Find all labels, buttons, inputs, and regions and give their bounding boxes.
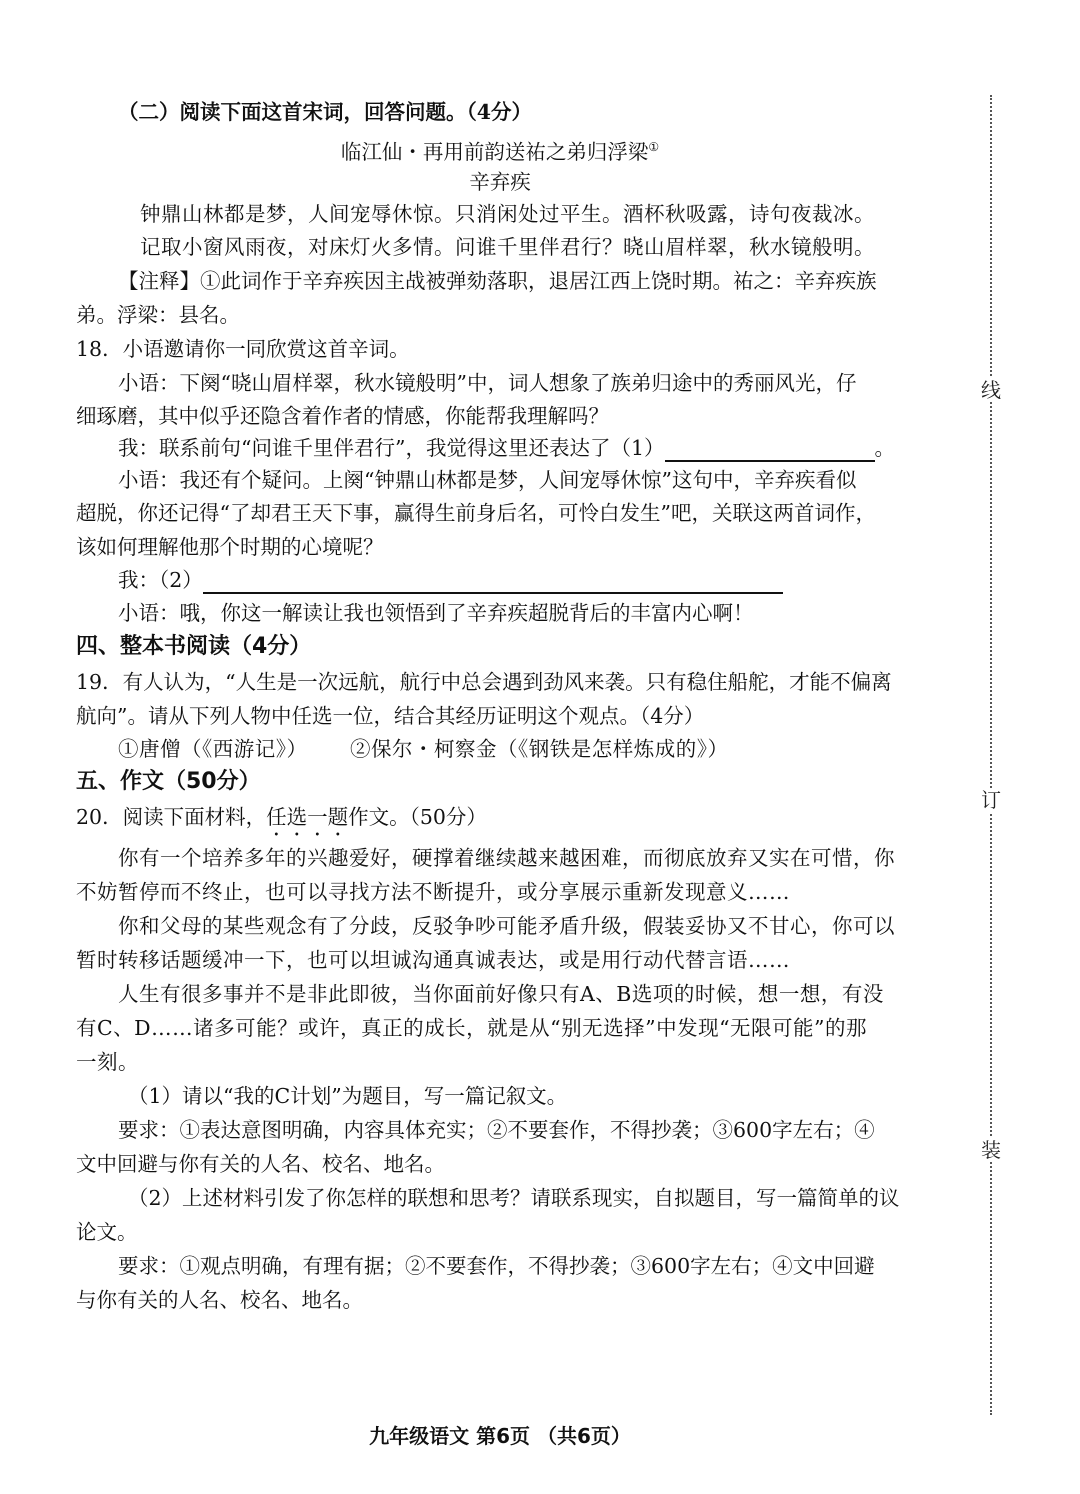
q18-answer-1-end: 。 [874, 436, 896, 460]
q18-dialogue-1: 小语：下阕“晓山眉样翠，秋水镜般明”中，词人想象了族弟归途中的秀丽风光，仔 [118, 371, 857, 395]
material-1-line-2: 不妨暂停而不终止，也可以寻找方法不断提升，或分享展示重新发现意义…… [76, 880, 790, 904]
poem-author: 辛弃疾 [469, 170, 531, 194]
poem-title-text: 临江仙・再用前韵送祐之弟归浮梁 [340, 139, 649, 164]
q20-emphasis-char-1: 任 [266, 805, 287, 829]
task-1-requirement-line-1: 要求：①表达意图明确，内容具体充实；②不要套作，不得抄袭；③600字左右；④ [118, 1118, 875, 1142]
q20-emphasis-char-3: 一 [307, 805, 328, 829]
task-2-requirement-line-2: 与你有关的人名、校名、地名。 [76, 1288, 363, 1312]
binding-char-zhuang: 装 [977, 1138, 1005, 1162]
poem-note-line-1: 【注释】①此词作于辛弃疾因主战被弹劾落职，退居江西上饶时期。祐之：辛弃疾族 [118, 269, 877, 293]
material-2-line-2: 暂时转移话题缓冲一下，也可以坦诚沟通真诚表达，或是用行动代替言语…… [76, 948, 790, 972]
q18-answer-1-blank[interactable] [665, 438, 875, 462]
task-2-line-1: （2）上述材料引发了你怎样的联想和思考？请联系现实，自拟题目，写一篇简单的议 [128, 1186, 900, 1210]
q19-line-1: 19．有人认为，“人生是一次远航，航行中总会遇到劲风来袭。只有稳住船舵，才能不偏离 [76, 670, 892, 694]
q18-answer-2-row [118, 566, 988, 594]
q20-stem [76, 803, 946, 831]
poem-note-line-2: 弟。浮梁：县名。 [76, 303, 240, 327]
q19-line-2: 航向”。请从下列人物中任选一位，结合其经历证明这个观点。（4分） [76, 704, 705, 728]
section2-heading: （二）阅读下面这首宋词，回答问题。（4分） [118, 100, 533, 124]
task-1-title: （1）请以“我的C计划”为题目，写一篇记叙文。 [128, 1084, 568, 1108]
material-1-line-1: 你有一个培养多年的兴趣爱好，硬撑着继续越来越困难，而彻底放弃又实在可惜，你 [118, 846, 895, 870]
page-footer: 九年级语文 第6页 （共6页） [369, 1424, 631, 1448]
q19-option-1: ①唐僧（《西游记》） [118, 737, 308, 761]
q18-dialogue-3: 小语：我还有个疑问。上阕“钟鼎山林都是梦，人间宠辱休惊”这句中，辛弃疾看似 [118, 468, 857, 492]
q20-stem-suffix: 作文。（50分） [348, 805, 487, 829]
q18-dialogue-6: 小语：哦，你这一解读让我也领悟到了辛弃疾超脱背后的丰富内心啊！ [118, 601, 754, 625]
task-2-line-2: 论文。 [76, 1220, 138, 1244]
q18-dialogue-5: 该如何理解他那个时期的心境呢？ [76, 535, 384, 559]
binding-char-xian: 线 [977, 378, 1005, 402]
task-1-requirement-line-2: 文中回避与你有关的人名、校名、地名。 [76, 1152, 445, 1176]
q18-stem: 18．小语邀请你一同欣赏这首辛词。 [76, 337, 410, 361]
task-2-requirement-line-1: 要求：①观点明确，有理有据；②不要套作，不得抄袭；③600字左右；④文中回避 [118, 1254, 875, 1278]
q18-dialogue-4: 超脱，你还记得“了却君王天下事，赢得生前身后名，可怜白发生”吧，关联这两首词作， [76, 501, 876, 525]
q20-emphasis-char-2: 选 [286, 805, 308, 829]
q19-option-2: ②保尔・柯察金（《钢铁是怎样炼成的》） [350, 737, 729, 761]
material-3-line-2: 有C、D……诸多可能？或许，真正的成长，就是从“别无选择”中发现“无限可能”的那 [76, 1016, 868, 1040]
material-2-line-1: 你和父母的某些观念有了分歧，反驳争吵可能矛盾升级，假装妥协又不甘心，你可以 [118, 914, 895, 938]
section5-heading: 五、作文（50分） [76, 769, 261, 794]
q18-answer-2-blank[interactable] [203, 570, 783, 594]
poem-title-note-mark: ① [648, 140, 660, 154]
q20-stem-prefix: 20．阅读下面材料， [76, 805, 267, 829]
poem-line-1: 钟鼎山林都是梦，人间宠辱休惊。只消闲处过平生。酒杯秋吸露，诗句夜裁冰。 [140, 202, 875, 226]
binding-dotted-line [990, 95, 992, 1415]
q18-answer-2-prompt: 我：（2） [118, 568, 203, 592]
poem-title [0, 133, 1000, 166]
q18-answer-1-prompt: 我：联系前句“问谁千里伴君行”，我觉得这里还表达了（1） [118, 436, 665, 460]
material-3-line-3: 一刻。 [76, 1050, 139, 1074]
q18-answer-1-row [118, 434, 988, 462]
poem-line-2: 记取小窗风雨夜，对床灯火多情。问谁千里伴君行？晓山眉样翠，秋水镜般明。 [140, 235, 875, 259]
binding-char-ding: 订 [977, 788, 1005, 812]
material-3-line-1: 人生有很多事并不是非此即彼，当你面前好像只有A、B选项的时候，想一想，有没 [118, 982, 884, 1006]
q18-dialogue-2: 细琢磨，其中似乎还隐含着作者的情感，你能帮我理解吗？ [76, 404, 609, 428]
section4-heading: 四、整本书阅读（4分） [76, 634, 312, 659]
q20-emphasis-char-4: 题 [327, 805, 349, 829]
